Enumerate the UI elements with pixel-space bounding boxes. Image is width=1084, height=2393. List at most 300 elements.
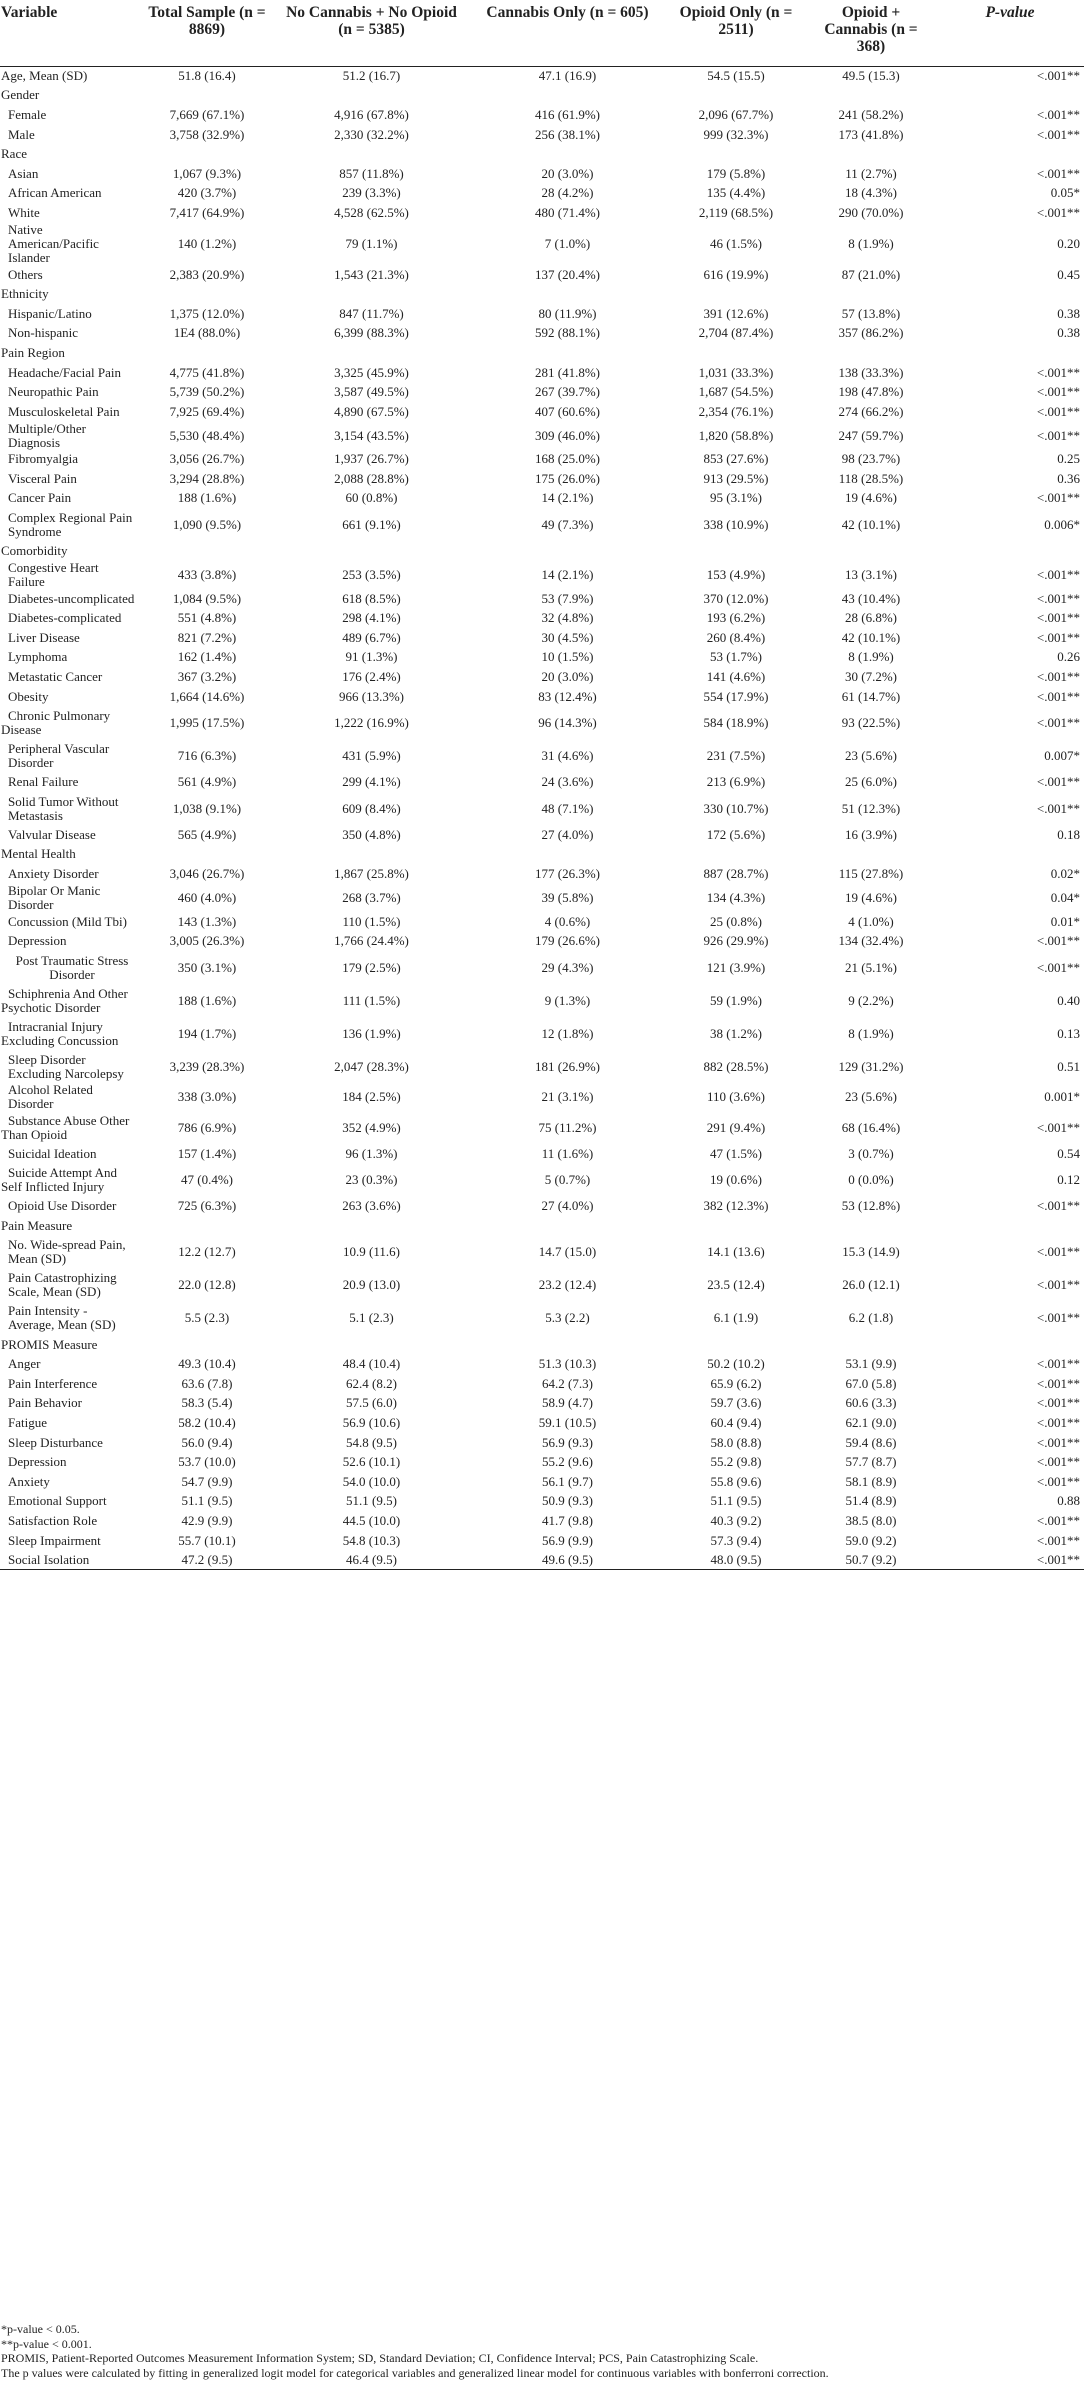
value-cell: 231 (7.5%)	[706, 747, 766, 763]
row-label: Sleep Disturbance	[8, 1434, 103, 1450]
p-value-cell: <.001**	[1036, 204, 1080, 220]
row-label: Pain Interference	[8, 1375, 98, 1391]
value-cell: 1,222 (16.9%)	[334, 714, 409, 730]
value-cell: 999 (32.3%)	[703, 126, 769, 142]
p-value-cell: <.001**	[1036, 1395, 1080, 1411]
value-cell: 7,417 (64.9%)	[169, 204, 245, 220]
value-cell: 1,995 (17.5%)	[169, 714, 245, 730]
row-label: Headache/Facial Pain	[8, 364, 121, 380]
value-cell: 50.2 (10.2)	[707, 1356, 765, 1372]
row-label: Peripheral Vascular Disorder	[8, 740, 110, 770]
p-value-cell: <.001**	[1036, 566, 1080, 582]
table-row	[0, 1302, 1084, 1335]
value-cell: 299 (4.1%)	[342, 774, 401, 790]
row-label: Anxiety	[8, 1473, 50, 1489]
value-cell: 489 (6.7%)	[342, 629, 401, 645]
value-cell: 8 (1.9%)	[848, 235, 894, 251]
value-cell: 179 (26.6%)	[535, 933, 600, 949]
value-cell: 65.9 (6.2)	[710, 1375, 762, 1391]
value-cell: 28 (4.2%)	[541, 185, 594, 201]
value-cell: 39 (5.8%)	[541, 889, 594, 905]
value-cell: 91 (1.3%)	[345, 649, 398, 665]
value-cell: 4,890 (67.5%)	[334, 403, 409, 419]
value-cell	[806, 86, 936, 106]
value-cell: 5 (0.7%)	[544, 1172, 591, 1188]
value-cell: 661 (9.1%)	[342, 516, 401, 532]
value-cell: 59 (1.9%)	[710, 992, 762, 1008]
value-cell: 5,530 (48.4%)	[169, 427, 245, 443]
value-cell: 51.1 (9.5)	[710, 1493, 762, 1509]
value-cell: 338 (10.9%)	[703, 516, 769, 532]
value-cell: 3,046 (26.7%)	[169, 866, 245, 882]
value-cell: 95 (3.1%)	[710, 490, 762, 506]
p-value-cell	[936, 284, 1084, 304]
value-cell: 12 (1.8%)	[541, 1025, 594, 1041]
p-value-cell: <.001**	[1036, 590, 1080, 606]
value-cell: 141 (4.6%)	[706, 669, 766, 685]
value-cell: 58.9 (4.7)	[542, 1395, 593, 1411]
value-cell: 431 (5.9%)	[342, 747, 401, 763]
value-cell: 134 (32.4%)	[838, 933, 904, 949]
row-label: Chronic Pulmonary Disease	[1, 707, 111, 737]
value-cell: 13 (3.1%)	[845, 566, 897, 582]
section-row	[0, 144, 1084, 164]
value-cell	[666, 144, 806, 164]
value-cell: 19 (4.6%)	[845, 889, 897, 905]
value-cell: 153 (4.9%)	[706, 566, 766, 582]
column-header-title: P-value	[985, 4, 1035, 21]
p-value-cell: 0.40	[1057, 992, 1080, 1008]
table-row	[0, 265, 1084, 285]
value-cell: 12.2 (12.7)	[178, 1244, 236, 1260]
p-value-cell: <.001**	[1036, 669, 1080, 685]
value-cell: 46.4 (9.5)	[274, 1550, 469, 1570]
footnote: PROMIS, Patient-Reported Outcomes Measurement Information System; SD, Standard Deviation; CI, Confidence Interval; PCS, Pain Catastrophizing Scale.	[1, 2351, 759, 2366]
column-header: Total Sample (n = 8869)	[140, 0, 274, 66]
value-cell: 3,056 (26.7%)	[169, 451, 245, 467]
row-label: Race	[1, 146, 27, 162]
row-label: Age, Mean (SD)	[1, 68, 88, 84]
value-cell: 1,067 (9.3%)	[172, 165, 242, 181]
value-cell: 1,375 (12.0%)	[169, 305, 245, 321]
value-cell: 1,084 (9.5%)	[172, 590, 242, 606]
value-cell: 60.6 (3.3)	[845, 1395, 897, 1411]
column-header: Opioid + Cannabis (n = 368)	[806, 0, 936, 66]
value-cell: 168 (25.0%)	[535, 451, 600, 467]
row-label: PROMIS Measure	[1, 1336, 98, 1352]
value-cell: 2,047 (28.3%)	[334, 1058, 409, 1074]
value-cell: 4,916 (67.8%)	[334, 106, 409, 122]
value-cell: 134 (4.3%)	[706, 889, 766, 905]
table-row	[0, 1492, 1084, 1512]
value-cell: 887 (28.7%)	[703, 866, 769, 882]
table-row	[0, 489, 1084, 509]
value-cell: 50.9 (9.3)	[542, 1493, 593, 1509]
p-value-cell: <.001**	[1036, 1375, 1080, 1391]
table-row	[0, 884, 1084, 912]
row-label: Post Traumatic Stress Disorder	[15, 952, 129, 982]
column-header-n: n = 2511	[718, 4, 793, 38]
value-cell: 338 (3.0%)	[177, 1089, 237, 1104]
value-cell	[806, 845, 936, 865]
value-cell: 51.4 (8.9)	[845, 1493, 897, 1509]
value-cell: 62.4 (8.2)	[346, 1375, 397, 1391]
row-label: Bipolar Or Manic Disorder	[8, 882, 101, 912]
value-cell: 7,669 (67.1%)	[169, 106, 245, 122]
value-cell: 241 (58.2%)	[838, 106, 904, 122]
value-cell	[274, 343, 469, 363]
value-cell: 0 (0.0%)	[848, 1172, 894, 1188]
row-label: Native American/Pacific Islander	[8, 221, 99, 265]
value-cell	[274, 284, 469, 304]
value-cell: 716 (6.3%)	[177, 747, 237, 763]
value-cell: 913 (29.5%)	[703, 470, 769, 486]
p-value-cell	[936, 1335, 1084, 1355]
table-row	[0, 1472, 1084, 1492]
table-row	[0, 1433, 1084, 1453]
value-cell: 30 (7.2%)	[845, 669, 897, 685]
value-cell	[469, 284, 666, 304]
row-label: Asian	[8, 165, 39, 181]
value-cell: 4,528 (62.5%)	[334, 204, 409, 220]
value-cell: 298 (4.1%)	[342, 610, 401, 626]
p-value-cell: <.001**	[1036, 106, 1080, 122]
value-cell: 5.3 (2.2)	[545, 1310, 590, 1326]
value-cell: 193 (6.2%)	[706, 610, 766, 626]
value-cell: 47.1 (16.9)	[538, 68, 597, 84]
value-cell: 49.5 (15.3)	[842, 68, 900, 84]
value-cell: 267 (39.7%)	[535, 384, 600, 400]
value-cell	[469, 144, 666, 164]
table-row	[0, 864, 1084, 884]
value-cell: 57 (13.8%)	[841, 305, 901, 321]
value-cell	[806, 1216, 936, 1236]
value-cell: 58.1 (8.9)	[845, 1473, 897, 1489]
value-cell: 20.9 (13.0)	[342, 1277, 401, 1293]
value-cell: 367 (3.2%)	[177, 669, 237, 685]
value-cell: 56.1 (9.7)	[542, 1473, 593, 1489]
value-cell: 58.0 (8.8)	[710, 1434, 762, 1450]
table-row	[0, 203, 1084, 223]
value-cell	[140, 284, 274, 304]
value-cell: 24 (3.6%)	[541, 774, 594, 790]
value-cell: 177 (26.3%)	[535, 866, 600, 882]
p-value-cell: 0.38	[1057, 305, 1080, 321]
table-row	[0, 1394, 1084, 1414]
value-cell: 57.7 (8.7)	[845, 1454, 897, 1470]
value-cell: 176 (2.4%)	[342, 669, 401, 685]
section-row	[0, 1216, 1084, 1236]
row-label: No. Wide-spread Pain, Mean (SD)	[8, 1237, 126, 1267]
value-cell: 79 (1.1%)	[345, 235, 398, 251]
value-cell: 7,925 (69.4%)	[169, 403, 245, 419]
row-label: Metastatic Cancer	[8, 669, 103, 685]
value-cell	[806, 343, 936, 363]
value-cell: 4 (0.6%)	[544, 913, 591, 929]
value-cell	[140, 845, 274, 865]
value-cell: 4,775 (41.8%)	[169, 364, 245, 380]
table-row	[0, 706, 1084, 739]
value-cell: 23 (5.6%)	[845, 747, 897, 763]
table-row	[0, 772, 1084, 792]
row-label: Mental Health	[1, 846, 76, 862]
value-cell: 96 (14.3%)	[538, 714, 597, 730]
table-row	[0, 469, 1084, 489]
column-header: No Cannabis + No Opioid (n = 5385)	[274, 0, 469, 66]
value-cell: 98 (23.7%)	[841, 451, 901, 467]
value-cell: 2,354 (76.1%)	[698, 403, 774, 419]
p-value-cell: 0.45	[1057, 266, 1080, 282]
value-cell: 1,543 (21.3%)	[334, 266, 409, 282]
value-cell: 162 (1.4%)	[177, 649, 237, 665]
row-label: Male	[8, 126, 35, 142]
value-cell: 58.2 (10.4)	[178, 1414, 236, 1430]
value-cell: 5.1 (2.3)	[349, 1310, 394, 1326]
table-row	[0, 324, 1084, 344]
row-label: Congestive Heart Failure	[8, 559, 99, 589]
row-label: Pain Intensity - Average, Mean (SD)	[8, 1303, 116, 1333]
value-cell	[274, 86, 469, 106]
p-value-cell: 0.13	[1057, 1025, 1080, 1041]
column-header-n: n = 368	[856, 21, 918, 55]
p-value-cell: 0.88	[1057, 1493, 1080, 1509]
value-cell: 20 (3.0%)	[541, 669, 594, 685]
row-label: Opioid Use Disorder	[8, 1198, 117, 1214]
p-value-cell: 0.54	[1057, 1145, 1080, 1161]
value-cell: 2,119 (68.5%)	[698, 204, 774, 220]
p-value-cell: <.001**	[1036, 1277, 1080, 1293]
value-cell	[666, 1216, 806, 1236]
section-row	[0, 66, 1084, 86]
value-cell: 138 (33.3%)	[838, 364, 904, 380]
value-cell: 1E4 (88.0%)	[173, 325, 241, 341]
value-cell: 6,399 (88.3%)	[334, 325, 409, 341]
value-cell: 5,739 (50.2%)	[169, 384, 245, 400]
value-cell: 260 (8.4%)	[706, 629, 766, 645]
row-label: Satisfaction Role	[8, 1512, 98, 1528]
value-cell: 51.1 (9.5)	[346, 1493, 397, 1509]
value-cell: 46 (1.5%)	[710, 235, 762, 251]
table-row	[0, 422, 1084, 450]
p-value-cell: <.001**	[1036, 800, 1080, 816]
table-row	[0, 363, 1084, 383]
value-cell: 420 (3.7%)	[177, 185, 237, 201]
value-cell: 27 (4.0%)	[541, 1198, 594, 1214]
value-cell: 23 (5.6%)	[845, 1089, 897, 1104]
value-cell	[469, 541, 666, 561]
p-value-cell: <.001**	[1036, 1310, 1080, 1326]
value-cell	[469, 343, 666, 363]
p-value-cell: <.001**	[1036, 490, 1080, 506]
p-value-cell: 0.12	[1057, 1172, 1080, 1188]
value-cell: 56.0 (9.4)	[181, 1434, 233, 1450]
row-label: Social Isolation	[0, 1550, 140, 1570]
column-header-n: n = 8869	[188, 4, 266, 38]
table-row	[0, 125, 1084, 145]
value-cell: 32 (4.8%)	[541, 610, 594, 626]
value-cell: 1,687 (54.5%)	[698, 384, 774, 400]
value-cell: 54.8 (10.3)	[342, 1532, 401, 1548]
table-row	[0, 739, 1084, 772]
table-row	[0, 304, 1084, 324]
row-label: White	[8, 204, 40, 220]
value-cell: 1,664 (14.6%)	[169, 688, 245, 704]
value-cell	[140, 144, 274, 164]
value-cell: 63.6 (7.8)	[181, 1375, 233, 1391]
section-row	[0, 541, 1084, 561]
value-cell: 26.0 (12.1)	[842, 1277, 900, 1293]
header-row	[0, 0, 1084, 66]
p-value-cell: <.001**	[1036, 403, 1080, 419]
value-cell: 60 (0.8%)	[345, 490, 398, 506]
value-cell: 42 (10.1%)	[841, 629, 901, 645]
p-value-cell: <.001**	[1036, 1473, 1080, 1489]
p-value-cell: <.001**	[1036, 610, 1080, 626]
value-cell: 14.1 (13.6)	[707, 1244, 765, 1260]
row-label: Valvular Disease	[8, 826, 96, 842]
value-cell	[274, 541, 469, 561]
value-cell: 391 (12.6%)	[703, 305, 769, 321]
row-label: Renal Failure	[8, 774, 79, 790]
table-row	[0, 1111, 1084, 1144]
value-cell: 882 (28.5%)	[703, 1058, 769, 1074]
p-value-cell	[936, 845, 1084, 865]
value-cell: 1,820 (58.8%)	[698, 427, 774, 443]
value-cell	[666, 845, 806, 865]
value-cell: 256 (38.1%)	[535, 126, 600, 142]
value-cell: 129 (31.2%)	[838, 1058, 904, 1074]
p-value-cell: <.001**	[1036, 1119, 1080, 1135]
table-row	[0, 589, 1084, 609]
value-cell: 175 (26.0%)	[535, 470, 600, 486]
row-label: Sleep Disorder Excluding Narcolepsy	[8, 1051, 124, 1081]
p-value-cell: <.001**	[1036, 1198, 1080, 1214]
value-cell: 3,239 (28.3%)	[169, 1058, 245, 1074]
value-cell: 96 (1.3%)	[345, 1145, 398, 1161]
value-cell: 43 (10.4%)	[841, 590, 901, 606]
value-cell: 118 (28.5%)	[838, 470, 904, 486]
table-row	[0, 1017, 1084, 1050]
column-header-title: Cannabis Only	[486, 4, 586, 21]
section-row	[0, 284, 1084, 304]
value-cell	[666, 284, 806, 304]
table-row	[0, 1083, 1084, 1111]
value-cell: 53 (12.8%)	[841, 1198, 901, 1214]
table-row	[0, 164, 1084, 184]
value-cell: 137 (20.4%)	[535, 266, 600, 282]
value-cell: 38.5 (8.0)	[845, 1512, 897, 1528]
value-cell: 11 (2.7%)	[845, 165, 897, 181]
table-row	[0, 561, 1084, 589]
row-label: Complex Regional Pain Syndrome	[8, 509, 133, 539]
row-label: Gender	[1, 87, 40, 103]
value-cell: 59.1 (10.5)	[538, 1414, 597, 1430]
p-value-cell: 0.51	[1057, 1058, 1080, 1074]
value-cell: 62.1 (9.0)	[845, 1414, 897, 1430]
p-value-cell: <.001**	[1036, 1512, 1080, 1528]
value-cell: 554 (17.9%)	[703, 688, 769, 704]
p-value-cell	[936, 1216, 1084, 1236]
row-label: Fatigue	[8, 1414, 47, 1430]
table-row	[0, 105, 1084, 125]
column-header: Cannabis Only (n = 605)	[469, 0, 666, 66]
value-cell: 44.5 (10.0)	[342, 1512, 401, 1528]
value-cell: 28 (6.8%)	[845, 610, 897, 626]
value-cell: 18 (4.3%)	[845, 185, 897, 201]
value-cell: 247 (59.7%)	[838, 427, 904, 443]
value-cell: 50.7 (9.2)	[806, 1550, 936, 1570]
row-label: Anger	[8, 1356, 41, 1372]
value-cell: 2,330 (32.2%)	[334, 126, 409, 142]
value-cell: 115 (27.8%)	[838, 866, 904, 882]
value-cell: 55.8 (9.6)	[710, 1473, 762, 1489]
value-cell	[274, 845, 469, 865]
value-cell: 5.5 (2.3)	[184, 1310, 230, 1326]
p-value-cell	[936, 86, 1084, 106]
value-cell: 54.5 (15.5)	[707, 68, 765, 84]
value-cell: 2,383 (20.9%)	[169, 266, 245, 282]
value-cell: 821 (7.2%)	[177, 629, 237, 645]
value-cell: 21 (3.1%)	[541, 1089, 594, 1104]
value-cell: 2,096 (67.7%)	[698, 106, 774, 122]
footnote: **p-value < 0.001.	[1, 2336, 92, 2351]
value-cell: 54.0 (10.0)	[342, 1473, 401, 1489]
value-cell: 263 (3.6%)	[342, 1198, 401, 1214]
p-value-cell: 0.007*	[1044, 747, 1080, 763]
value-cell: 57.5 (6.0)	[346, 1395, 397, 1411]
value-cell: 57.3 (9.4)	[710, 1532, 762, 1548]
value-cell	[274, 1216, 469, 1236]
row-label: Schiphrenia And Other Psychotic Disorder	[1, 985, 128, 1015]
value-cell: 6.1 (1.9)	[713, 1310, 759, 1326]
table-row	[0, 628, 1084, 648]
value-cell: 48.0 (9.5)	[666, 1550, 806, 1570]
value-cell: 330 (10.7%)	[703, 800, 769, 816]
value-cell: 350 (3.1%)	[177, 959, 237, 975]
value-cell: 42.9 (9.9)	[181, 1512, 233, 1528]
p-value-cell: <.001**	[1036, 364, 1080, 380]
section-row	[0, 1335, 1084, 1355]
value-cell: 52.6 (10.1)	[342, 1454, 401, 1470]
p-value-cell: <.001**	[1036, 959, 1080, 975]
value-cell	[469, 86, 666, 106]
value-cell: 49 (7.3%)	[541, 516, 594, 532]
value-cell: 6.2 (1.8)	[848, 1310, 894, 1326]
value-cell: 3,294 (28.8%)	[169, 470, 245, 486]
value-cell: 40.3 (9.2)	[710, 1512, 762, 1528]
value-cell: 157 (1.4%)	[177, 1145, 237, 1161]
value-cell: 274 (66.2%)	[838, 403, 904, 419]
p-value-cell: 0.36	[1057, 470, 1080, 486]
value-cell: 121 (3.9%)	[706, 959, 766, 975]
value-cell: 11 (1.6%)	[541, 1145, 594, 1161]
row-label: Depression	[8, 933, 67, 949]
p-value-cell: 0.25	[1057, 451, 1080, 467]
value-cell: 110 (3.6%)	[706, 1089, 765, 1104]
table-row	[0, 1531, 1084, 1551]
table-row	[0, 648, 1084, 668]
value-cell: 3 (0.7%)	[848, 1145, 894, 1161]
column-header-title: No Cannabis + No Opioid	[286, 4, 457, 21]
value-cell: 173 (41.8%)	[838, 126, 904, 142]
table-row	[0, 1511, 1084, 1531]
row-label: Solid Tumor Without Metastasis	[8, 793, 119, 823]
row-label: Pain Catastrophizing Scale, Mean (SD)	[8, 1270, 117, 1300]
value-cell: 67.0 (5.8)	[845, 1375, 897, 1391]
value-cell: 3,587 (49.5%)	[334, 384, 409, 400]
value-cell: 31 (4.6%)	[541, 747, 594, 763]
value-cell: 609 (8.4%)	[342, 800, 401, 816]
